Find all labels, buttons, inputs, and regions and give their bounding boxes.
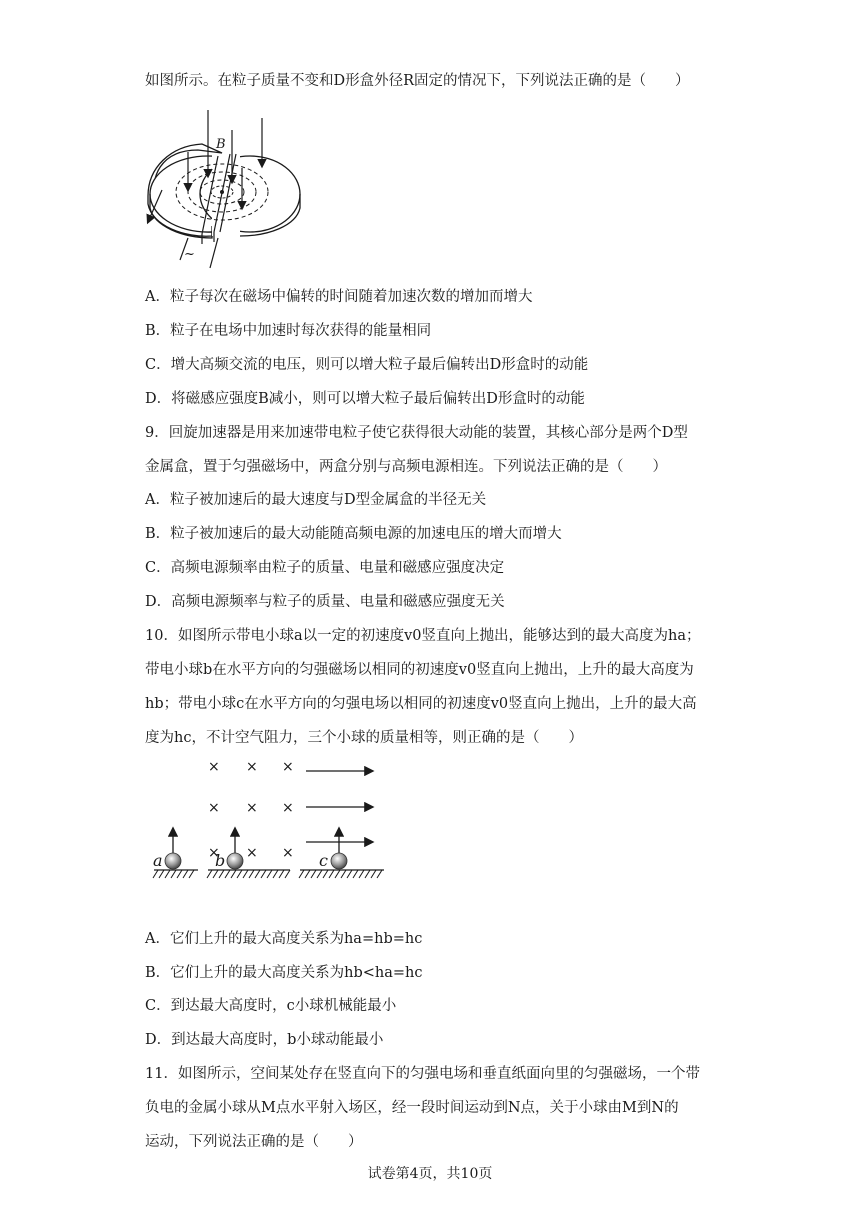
- option-a[interactable]: A．粒子每次在磁场中偏转的时间随着加速次数的增加而增大: [145, 289, 533, 305]
- svg-text:×: ×: [282, 759, 294, 775]
- question-11-stem-line2: 负电的金属小球从M点水平射入场区，经一段时间运动到N点，关于小球由M到N的: [145, 1100, 679, 1116]
- question-9-stem-line2: 金属盒，置于匀强磁场中，两盒分别与高频电源相连。下列说法正确的是（ ）: [145, 459, 667, 475]
- cyclotron-figure: [140, 108, 300, 273]
- q9-option-b[interactable]: B．粒子被加速后的最大动能随高频电源的加速电压的增大而增大: [145, 526, 562, 542]
- q9-option-d[interactable]: D．高频电源频率与粒子的质量、电量和磁感应强度无关: [145, 594, 505, 610]
- q9-option-c[interactable]: C．高频电源频率由粒子的质量、电量和磁感应强度决定: [145, 560, 505, 576]
- option-d[interactable]: D．将磁感应强度B减小，则可以增大粒子最后偏转出D形盒时的动能: [145, 391, 585, 407]
- q10-option-d[interactable]: D．到达最大高度时，b小球动能最小: [145, 1032, 384, 1048]
- svg-text:×: ×: [208, 759, 220, 775]
- b-field-label: B: [216, 137, 226, 152]
- svg-text:×: ×: [208, 845, 220, 861]
- svg-text:×: ×: [208, 800, 220, 816]
- svg-text:×: ×: [246, 800, 258, 816]
- ac-source-label: ~: [184, 247, 195, 262]
- svg-text:×: ×: [282, 845, 294, 861]
- ball-c: [331, 853, 347, 869]
- question-10-stem-line4: 度为hc，不计空气阻力，三个小球的质量相等，则正确的是（ ）: [145, 730, 583, 746]
- question-10-stem-line3: hb；带电小球c在水平方向的匀强电场以相同的初速度v0竖直向上抛出，上升的最大高: [145, 696, 697, 712]
- question-11-stem-line1: 11．如图所示，空间某处存在竖直向下的匀强电场和垂直纸面向里的匀强磁场，一个带: [145, 1066, 700, 1082]
- q10-option-c[interactable]: C．到达最大高度时，c小球机械能最小: [145, 998, 397, 1014]
- question-11-stem-line3: 运动，下列说法正确的是（ ）: [145, 1134, 363, 1150]
- q10-option-b[interactable]: B．它们上升的最大高度关系为hb<ha=hc: [145, 965, 423, 981]
- label-a: a: [153, 851, 163, 870]
- question-stem: 如图所示。在粒子质量不变和D形盒外径R固定的情况下，下列说法正确的是（ ）: [145, 73, 690, 89]
- q9-option-a[interactable]: A．粒子被加速后的最大速度与D型金属盒的半径无关: [145, 492, 487, 508]
- label-b: b: [215, 851, 226, 870]
- page-footer: 试卷第4页，共10页: [367, 1166, 493, 1182]
- question-10-stem-line2: 带电小球b在水平方向的匀强磁场以相同的初速度v0竖直向上抛出，上升的最大高度为: [145, 662, 694, 678]
- svg-text:×: ×: [246, 845, 258, 861]
- option-c[interactable]: C．增大高频交流的电压，则可以增大粒子最后偏转出D形盒时的动能: [145, 357, 589, 373]
- question-9-stem-line1: 9．回旋加速器是用来加速带电粒子使它获得很大动能的装置，其核心部分是两个D型: [145, 425, 688, 441]
- q10-option-a[interactable]: A．它们上升的最大高度关系为ha=hb=hc: [145, 931, 423, 947]
- svg-text:×: ×: [282, 800, 294, 816]
- svg-text:×: ×: [246, 759, 258, 775]
- question-10-stem-line1: 10．如图所示带电小球a以一定的初速度v0竖直向上抛出，能够达到的最大高度为ha；: [145, 628, 701, 644]
- three-balls-figure: [150, 755, 390, 885]
- option-b[interactable]: B．粒子在电场中加速时每次获得的能量相同: [145, 323, 432, 339]
- ball-a: [165, 853, 181, 869]
- ball-b: [227, 853, 243, 869]
- label-c: c: [319, 851, 328, 870]
